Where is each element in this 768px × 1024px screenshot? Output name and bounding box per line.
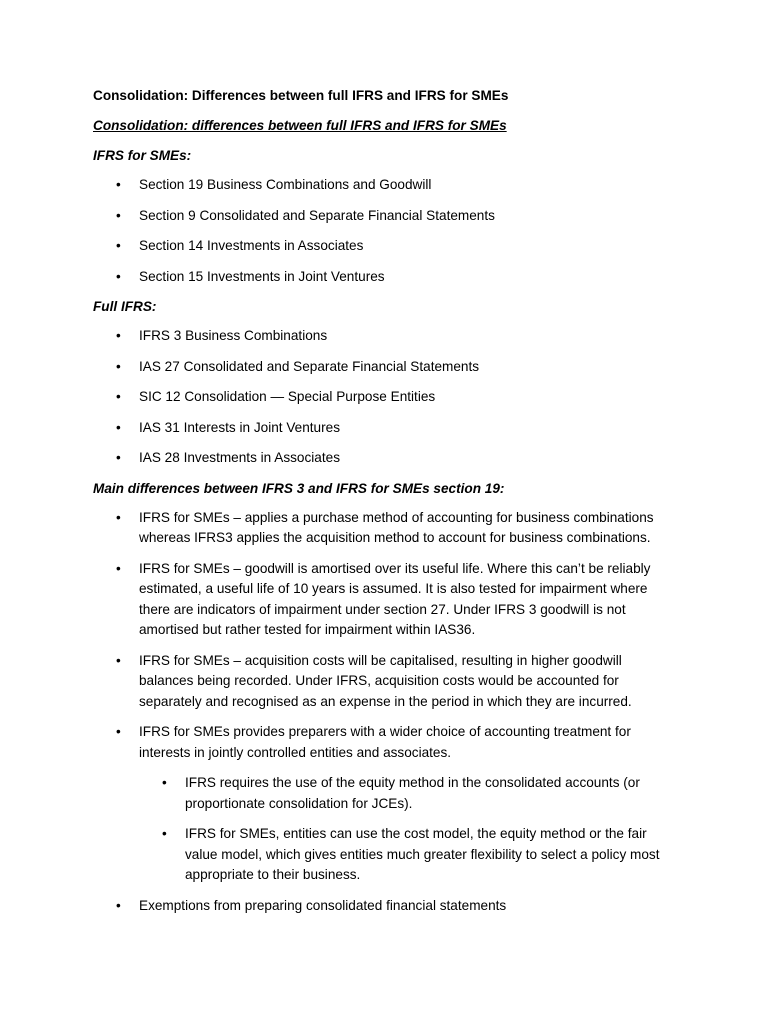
ifrs-smes-list	[93, 175, 678, 287]
bullet-icon: •	[116, 207, 121, 223]
bullet-icon: •	[116, 389, 121, 404]
bullet-icon: •	[116, 897, 121, 913]
list-item: • IAS 31 Interests in Joint Ventures	[93, 418, 678, 439]
document-page	[93, 86, 678, 926]
bullet-icon: •	[116, 177, 121, 192]
list-item: • IFRS for SMEs – goodwill is amortised over its useful life. Where this can’t be reliably estimated, a useful life of 10 years is assumed. It is also tested for impairment where there are indicators of impairment under section 27. Under IFRS 3 goodwill is not amortised but rather tested for impairment within IAS36.	[116, 560, 651, 637]
list-item: • IAS 28 Investments in Associates	[93, 448, 678, 469]
list-item: • IAS 27 Consolidated and Separate Financial Statements	[93, 357, 678, 378]
bullet-icon: •	[162, 775, 167, 790]
full-ifrs-list	[93, 326, 678, 469]
list-item: • Exemptions from preparing consolidated financial statements	[93, 896, 678, 917]
bullet-icon: •	[116, 450, 121, 465]
bullet-icon: •	[116, 358, 121, 374]
bullet-icon: •	[116, 509, 121, 525]
bullet-icon: •	[162, 826, 167, 841]
document-subtitle: Consolidation: differences between full IFRS and IFRS for SMEs	[93, 118, 507, 133]
bullet-icon: •	[116, 724, 121, 739]
nested-list-item: • IFRS for SMEs, entities can use the cost model, the equity method or the fair value model, which gives entities much greater flexibility to select a policy most appropriate to their business.	[162, 826, 660, 882]
bullet-icon: •	[116, 268, 121, 284]
bullet-icon: •	[116, 238, 121, 253]
list-item: • IFRS for SMEs – acquisition costs will be capitalised, resulting in higher goodwill balances being recorded. Under IFRS, acquisition costs would be accounted for separately and recognised as an expense in the period in which they are incurred.	[116, 652, 632, 709]
list-item: • Section 19 Business Combinations and Goodwill	[93, 175, 678, 196]
list-item: • Section 15 Investments in Joint Ventures	[93, 267, 678, 288]
list-item: • Section 9 Consolidated and Separate Financial Statements	[93, 206, 678, 227]
list-item: • IFRS for SMEs – applies a purchase method of accounting for business combinations whereas IFRS3 applies the acquisition method to account for business combinations.	[116, 509, 654, 545]
ifrs-smes-heading: IFRS for SMEs:	[93, 148, 192, 163]
differences-list	[93, 508, 678, 917]
full-ifrs-heading: Full IFRS:	[93, 299, 157, 314]
bullet-icon: •	[116, 328, 121, 343]
nested-list-item: • IFRS requires the use of the equity method in the consolidated accounts (or proportionate consolidation for JCEs).	[162, 775, 640, 811]
bullet-icon: •	[116, 652, 121, 668]
list-item: • IFRS for SMEs provides preparers with a wider choice of accounting treatment for interests in jointly controlled entities and associates. • IFRS requires the use of the equity method in the consolidated accounts (or proportionate consolidation for JCEs). • IFRS for SMEs, entities can use the cost model, the equity method or the fair value model, which gives entities much greater flexibility to select a policy most appropriate to their business.	[93, 722, 678, 886]
nested-list	[139, 773, 678, 886]
list-item: • Section 14 Investments in Associates	[93, 236, 678, 257]
list-item: • SIC 12 Consolidation — Special Purpose Entities	[93, 387, 678, 408]
bullet-icon: •	[116, 419, 121, 435]
bullet-icon: •	[116, 560, 121, 576]
list-item: • IFRS 3 Business Combinations	[93, 326, 678, 347]
differences-heading: Main differences between IFRS 3 and IFRS for SMEs section 19:	[93, 480, 505, 496]
document-title: Consolidation: Differences between full IFRS and IFRS for SMEs	[93, 88, 509, 103]
